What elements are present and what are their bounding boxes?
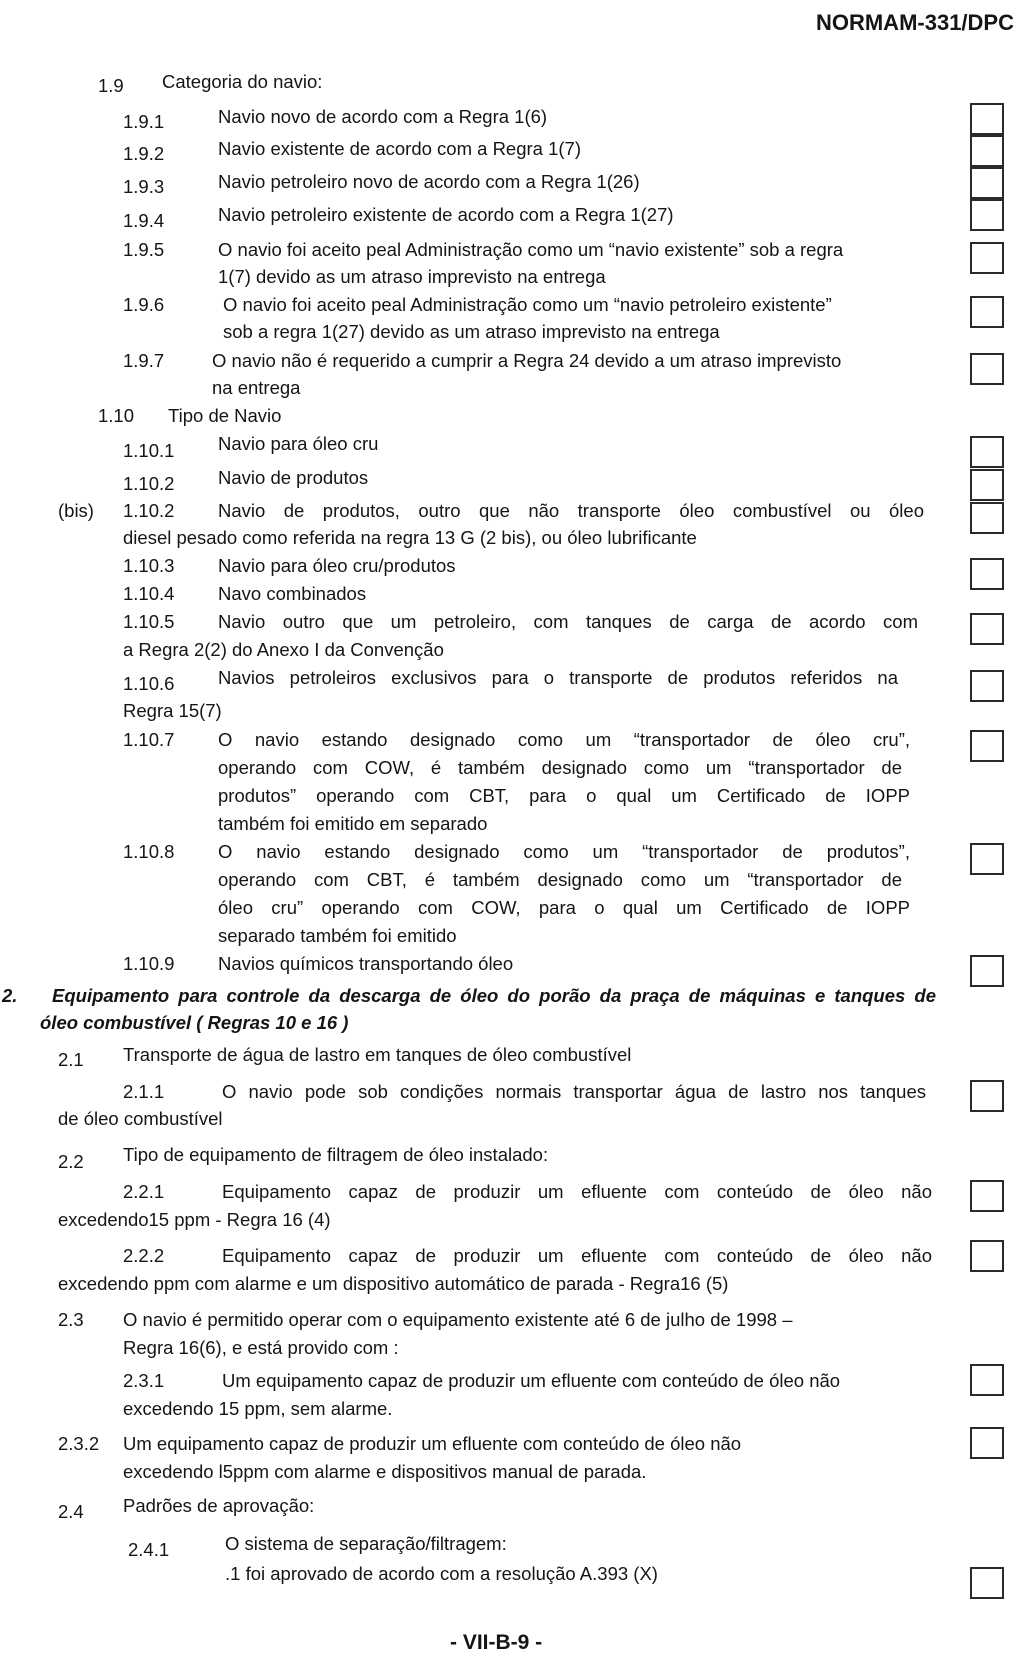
item-number: 2.3.1 bbox=[123, 1370, 165, 1391]
section-2-title-cont: óleo combustível ( Regras 10 e 16 ) bbox=[40, 1012, 349, 1033]
document-code: NORMAM-331/DPC bbox=[815, 10, 1014, 35]
item-text: excedendo ppm com alarme e um dispositivo automático de parada - Regra16 (5) bbox=[58, 1273, 729, 1294]
checkbox-1-10-2-bis[interactable] bbox=[970, 502, 1004, 534]
item-text: O navio não é requerido a cumprir a Regra 24 devido a um atraso imprevisto bbox=[212, 350, 842, 371]
item-text: O navio foi aceito peal Administração como um “navio existente” sob a regra bbox=[218, 239, 844, 260]
item-number: 1.9.2 bbox=[123, 143, 165, 164]
item-text: O navio estando designado como um “transportador de óleo cru”, bbox=[218, 729, 910, 750]
item-text: Navios químicos transportando óleo bbox=[218, 953, 514, 974]
item-text: sob a regra 1(27) devido as um atraso imprevisto na entrega bbox=[223, 321, 720, 342]
item-number: 1.10.3 bbox=[123, 555, 175, 576]
item-number: 1.9.1 bbox=[123, 111, 165, 132]
checkbox-1-9-1[interactable] bbox=[970, 103, 1004, 135]
section-1-9-number: 1.9 bbox=[98, 75, 124, 96]
checkbox-2-3-1[interactable] bbox=[970, 1364, 1004, 1396]
item-text: Navio para óleo cru/produtos bbox=[218, 555, 456, 576]
item-text: Equipamento capaz de produzir um efluente com conteúdo de óleo não bbox=[222, 1181, 932, 1202]
item-text: excedendo 15 ppm, sem alarme. bbox=[123, 1398, 393, 1419]
item-number: 1.10.5 bbox=[123, 611, 175, 632]
checkbox-1-10-1[interactable] bbox=[970, 436, 1004, 468]
section-2-1-number: 2.1 bbox=[58, 1049, 84, 1070]
item-text: Navo combinados bbox=[218, 583, 367, 604]
checkbox-1-10-7[interactable] bbox=[970, 730, 1004, 762]
item-text: excedendo15 ppm - Regra 16 (4) bbox=[58, 1209, 331, 1230]
item-number: 2.2.2 bbox=[123, 1245, 165, 1266]
item-text: a Regra 2(2) do Anexo I da Convenção bbox=[123, 639, 444, 660]
section-2-3-text: O navio é permitido operar com o equipamento existente até 6 de julho de 1998 – bbox=[123, 1309, 793, 1330]
item-text: Navios petroleiros exclusivos para o transporte de produtos referidos na bbox=[218, 667, 898, 688]
section-2-2-number: 2.2 bbox=[58, 1151, 84, 1172]
item-text: Navio de produtos, outro que não transporte óleo combustível ou óleo bbox=[218, 500, 924, 521]
item-text: Navio existente de acordo com a Regra 1(7) bbox=[218, 138, 581, 159]
item-number: 1.10.9 bbox=[123, 953, 175, 974]
page-number: - VII-B-9 - bbox=[450, 1631, 543, 1654]
item-text: também foi emitido em separado bbox=[218, 813, 488, 834]
section-2-4-number: 2.4 bbox=[58, 1501, 84, 1522]
checkbox-2-4-1-1[interactable] bbox=[970, 1567, 1004, 1599]
section-2-1-title: Transporte de água de lastro em tanques de óleo combustível bbox=[123, 1044, 632, 1065]
item-number: 1.9.5 bbox=[123, 239, 165, 260]
item-prefix: (bis) bbox=[58, 500, 94, 521]
item-text: Navio petroleiro novo de acordo com a Regra 1(26) bbox=[218, 171, 640, 192]
item-text: Navio de produtos bbox=[218, 467, 369, 488]
section-2-3-text: Regra 16(6), e está provido com : bbox=[123, 1337, 399, 1358]
checkbox-1-10-6[interactable] bbox=[970, 670, 1004, 702]
item-number: 1.9.6 bbox=[123, 294, 165, 315]
section-1-9-title: Categoria do navio: bbox=[162, 71, 323, 92]
item-text: .1 foi aprovado de acordo com a resolução A.393 (X) bbox=[225, 1563, 658, 1584]
checkbox-1-10-5[interactable] bbox=[970, 613, 1004, 645]
item-number: 2.3.2 bbox=[58, 1433, 100, 1454]
item-number: 2.1.1 bbox=[123, 1081, 165, 1102]
item-number: 1.10.8 bbox=[123, 841, 175, 862]
item-number: 2.4.1 bbox=[128, 1539, 170, 1560]
item-number: 1.9.3 bbox=[123, 176, 165, 197]
section-2-4-title: Padrões de aprovação: bbox=[123, 1495, 315, 1516]
item-number: 1.10.4 bbox=[123, 583, 175, 604]
checkbox-1-10-9[interactable] bbox=[970, 955, 1004, 987]
item-text: O navio estando designado como um “transportador de produtos”, bbox=[218, 841, 910, 862]
checkbox-1-10-3[interactable] bbox=[970, 558, 1004, 590]
checkbox-1-10-2[interactable] bbox=[970, 469, 1004, 501]
item-text: Navio novo de acordo com a Regra 1(6) bbox=[218, 106, 548, 127]
item-text: produtos” operando com CBT, para o qual um Certificado de IOPP bbox=[218, 785, 910, 806]
item-number: 1.10.6 bbox=[123, 673, 175, 694]
item-text: diesel pesado como referida na regra 13 G (2 bis), ou óleo lubrificante bbox=[123, 527, 697, 548]
item-number: 1.10.1 bbox=[123, 440, 175, 461]
checkbox-2-2-1[interactable] bbox=[970, 1180, 1004, 1212]
checkbox-1-9-7[interactable] bbox=[970, 353, 1004, 385]
item-text: Navio petroleiro existente de acordo com a Regra 1(27) bbox=[218, 204, 674, 225]
item-text: Equipamento capaz de produzir um efluente com conteúdo de óleo não bbox=[222, 1245, 932, 1266]
checkbox-1-10-8[interactable] bbox=[970, 843, 1004, 875]
item-text: Um equipamento capaz de produzir um efluente com conteúdo de óleo não bbox=[222, 1370, 841, 1391]
item-text: O navio pode sob condições normais transportar água de lastro nos tanques bbox=[222, 1081, 926, 1102]
item-text: óleo cru” operando com COW, para o qual um Certificado de IOPP bbox=[218, 897, 910, 918]
item-number: 2.2.1 bbox=[123, 1181, 165, 1202]
item-text: operando com CBT, é também designado como um “transportador de bbox=[218, 869, 902, 890]
item-text: separado também foi emitido bbox=[218, 925, 457, 946]
item-text: O sistema de separação/filtragem: bbox=[225, 1533, 507, 1554]
item-text: na entrega bbox=[212, 377, 301, 398]
item-text: O navio foi aceito peal Administração como um “navio petroleiro existente” bbox=[223, 294, 832, 315]
item-number: 1.10.2 bbox=[123, 500, 175, 521]
section-2-2-title: Tipo de equipamento de filtragem de óleo instalado: bbox=[123, 1144, 549, 1165]
checkbox-2-3-2[interactable] bbox=[970, 1427, 1004, 1459]
section-2-number: 2. bbox=[2, 985, 18, 1006]
checkbox-1-9-4[interactable] bbox=[970, 199, 1004, 231]
checkbox-1-9-3[interactable] bbox=[970, 167, 1004, 199]
item-text: Um equipamento capaz de produzir um efluente com conteúdo de óleo não bbox=[123, 1433, 742, 1454]
item-text: Navio para óleo cru bbox=[218, 433, 379, 454]
item-number: 1.10.7 bbox=[123, 729, 175, 750]
section-1-10-number: 1.10 bbox=[98, 405, 135, 426]
checkbox-2-2-2[interactable] bbox=[970, 1240, 1004, 1272]
section-2-3-number: 2.3 bbox=[58, 1309, 84, 1330]
checkbox-1-9-2[interactable] bbox=[970, 135, 1004, 167]
item-text: Regra 15(7) bbox=[123, 700, 222, 721]
item-text: excedendo l5ppm com alarme e dispositivos manual de parada. bbox=[123, 1461, 647, 1482]
section-1-10-title: Tipo de Navio bbox=[168, 405, 282, 426]
item-text: operando com COW, é também designado como um “transportador de bbox=[218, 757, 902, 778]
item-number: 1.10.2 bbox=[123, 473, 175, 494]
item-number: 1.9.4 bbox=[123, 210, 165, 231]
checkbox-1-9-6[interactable] bbox=[970, 296, 1004, 328]
checkbox-1-9-5[interactable] bbox=[970, 242, 1004, 274]
item-text: de óleo combustível bbox=[58, 1108, 223, 1129]
section-2-title: Equipamento para controle da descarga de óleo do porão da praça de máquinas e tanques de bbox=[52, 985, 936, 1006]
item-text: Navio outro que um petroleiro, com tanques de carga de acordo com bbox=[218, 611, 918, 632]
item-text: 1(7) devido as um atraso imprevisto na entrega bbox=[218, 266, 606, 287]
checkbox-2-1-1[interactable] bbox=[970, 1080, 1004, 1112]
item-number: 1.9.7 bbox=[123, 350, 165, 371]
